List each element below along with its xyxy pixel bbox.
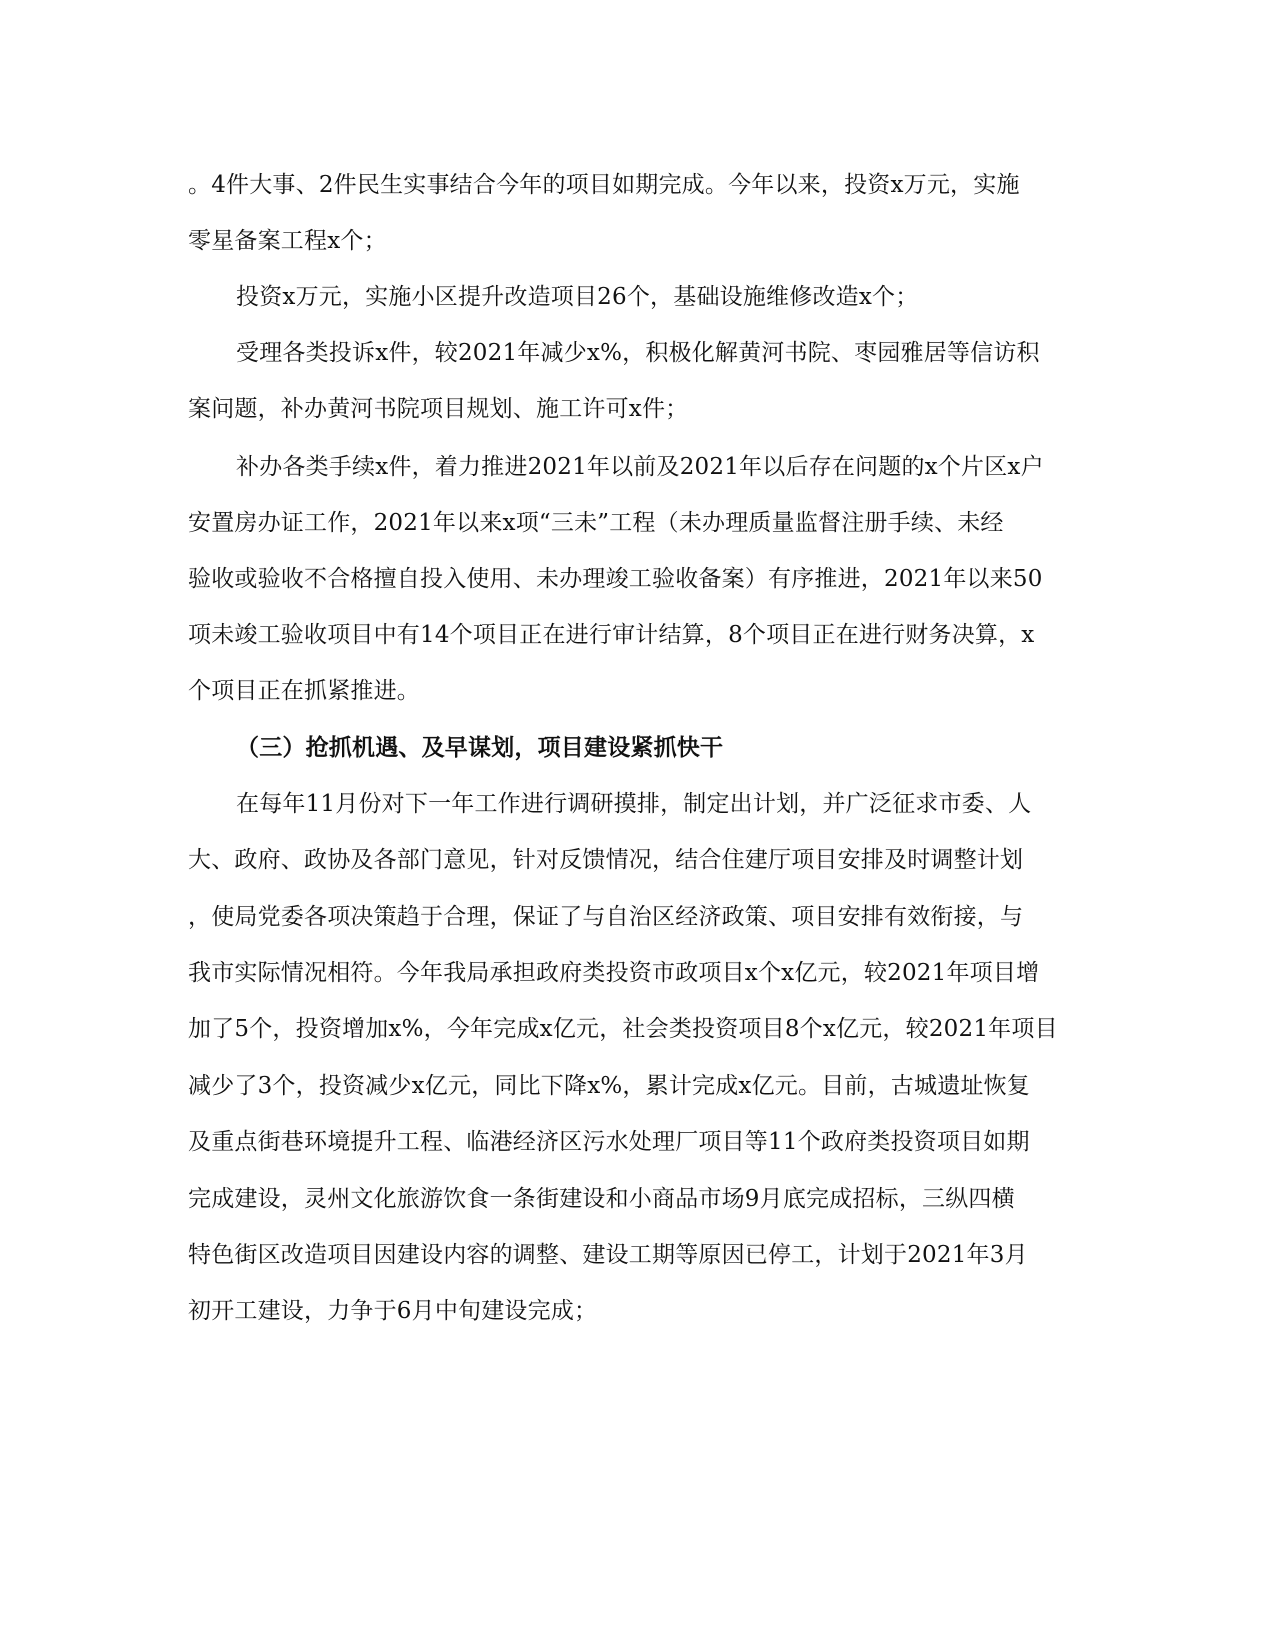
paragraph-5-line-2: 大、政府、政协及各部门意见，针对反馈情况，结合住建厅项目安排及时调整计划: [188, 847, 1024, 873]
paragraph-5-line-6: 减少了3个，投资减少x亿元，同比下降x%，累计完成x亿元。目前，古城遗址恢复: [188, 1073, 1031, 1099]
paragraph-5-line-8: 完成建设，灵州文化旅游饮食一条街建设和小商品市场9月底完成招标，三纵四横: [188, 1186, 1015, 1212]
paragraph-5-line-1: 在每年11月份对下一年工作进行调研摸排，制定出计划，并广泛征求市委、人: [236, 791, 1032, 817]
paragraph-2-line-1: 投资x万元，实施小区提升改造项目26个，基础设施维修改造x个；: [236, 284, 919, 310]
paragraph-5-line-5: 加了5个，投资增加x%，今年完成x亿元，社会类投资项目8个x亿元，较2021年项目: [188, 1016, 1058, 1042]
paragraph-5-line-3: ，使局党委各项决策趋于合理，保证了与自治区经济政策、项目安排有效衔接，与: [188, 904, 1024, 930]
paragraph-3-line-2: 案问题，补办黄河书院项目规划、施工许可x件；: [188, 396, 689, 422]
paragraph-5-line-10: 初开工建设，力争于6月中旬建设完成；: [188, 1298, 598, 1324]
paragraph-5-line-7: 及重点街巷环境提升工程、临港经济区污水处理厂项目等11个政府类投资项目如期: [188, 1129, 1030, 1155]
paragraph-1-line-2: 零星备案工程x个；: [188, 228, 387, 254]
paragraph-5-line-9: 特色街区改造项目因建设内容的调整、建设工期等原因已停工，计划于2021年3月: [188, 1242, 1028, 1268]
paragraph-4-line-2: 安置房办证工作，2021年以来x项“三未”工程（未办理质量监督注册手续、未经: [188, 510, 1004, 536]
paragraph-4-line-3: 验收或验收不合格擅自投入使用、未办理竣工验收备案）有序推进，2021年以来50: [188, 566, 1043, 592]
paragraph-3-line-1: 受理各类投诉x件，较2021年减少x%，积极化解黄河书院、枣园雅居等信访积: [236, 340, 1040, 366]
paragraph-5-line-4: 我市实际情况相符。今年我局承担政府类投资市政项目x个x亿元，较2021年项目增: [188, 960, 1040, 986]
paragraph-1-line-1: 。4件大事、2件民生实事结合今年的项目如期完成。今年以来，投资x万元，实施: [188, 172, 1020, 198]
paragraph-4-line-1: 补办各类手续x件，着力推进2021年以前及2021年以后存在问题的x个片区x户: [236, 454, 1044, 480]
paragraph-4-line-5: 个项目正在抓紧推进。: [188, 678, 420, 704]
section-heading: （三）抢抓机遇、及早谋划，项目建设紧抓快干: [236, 735, 724, 761]
paragraph-4-line-4: 项未竣工验收项目中有14个项目正在进行审计结算，8个项目正在进行财务决算，x: [188, 622, 1035, 648]
